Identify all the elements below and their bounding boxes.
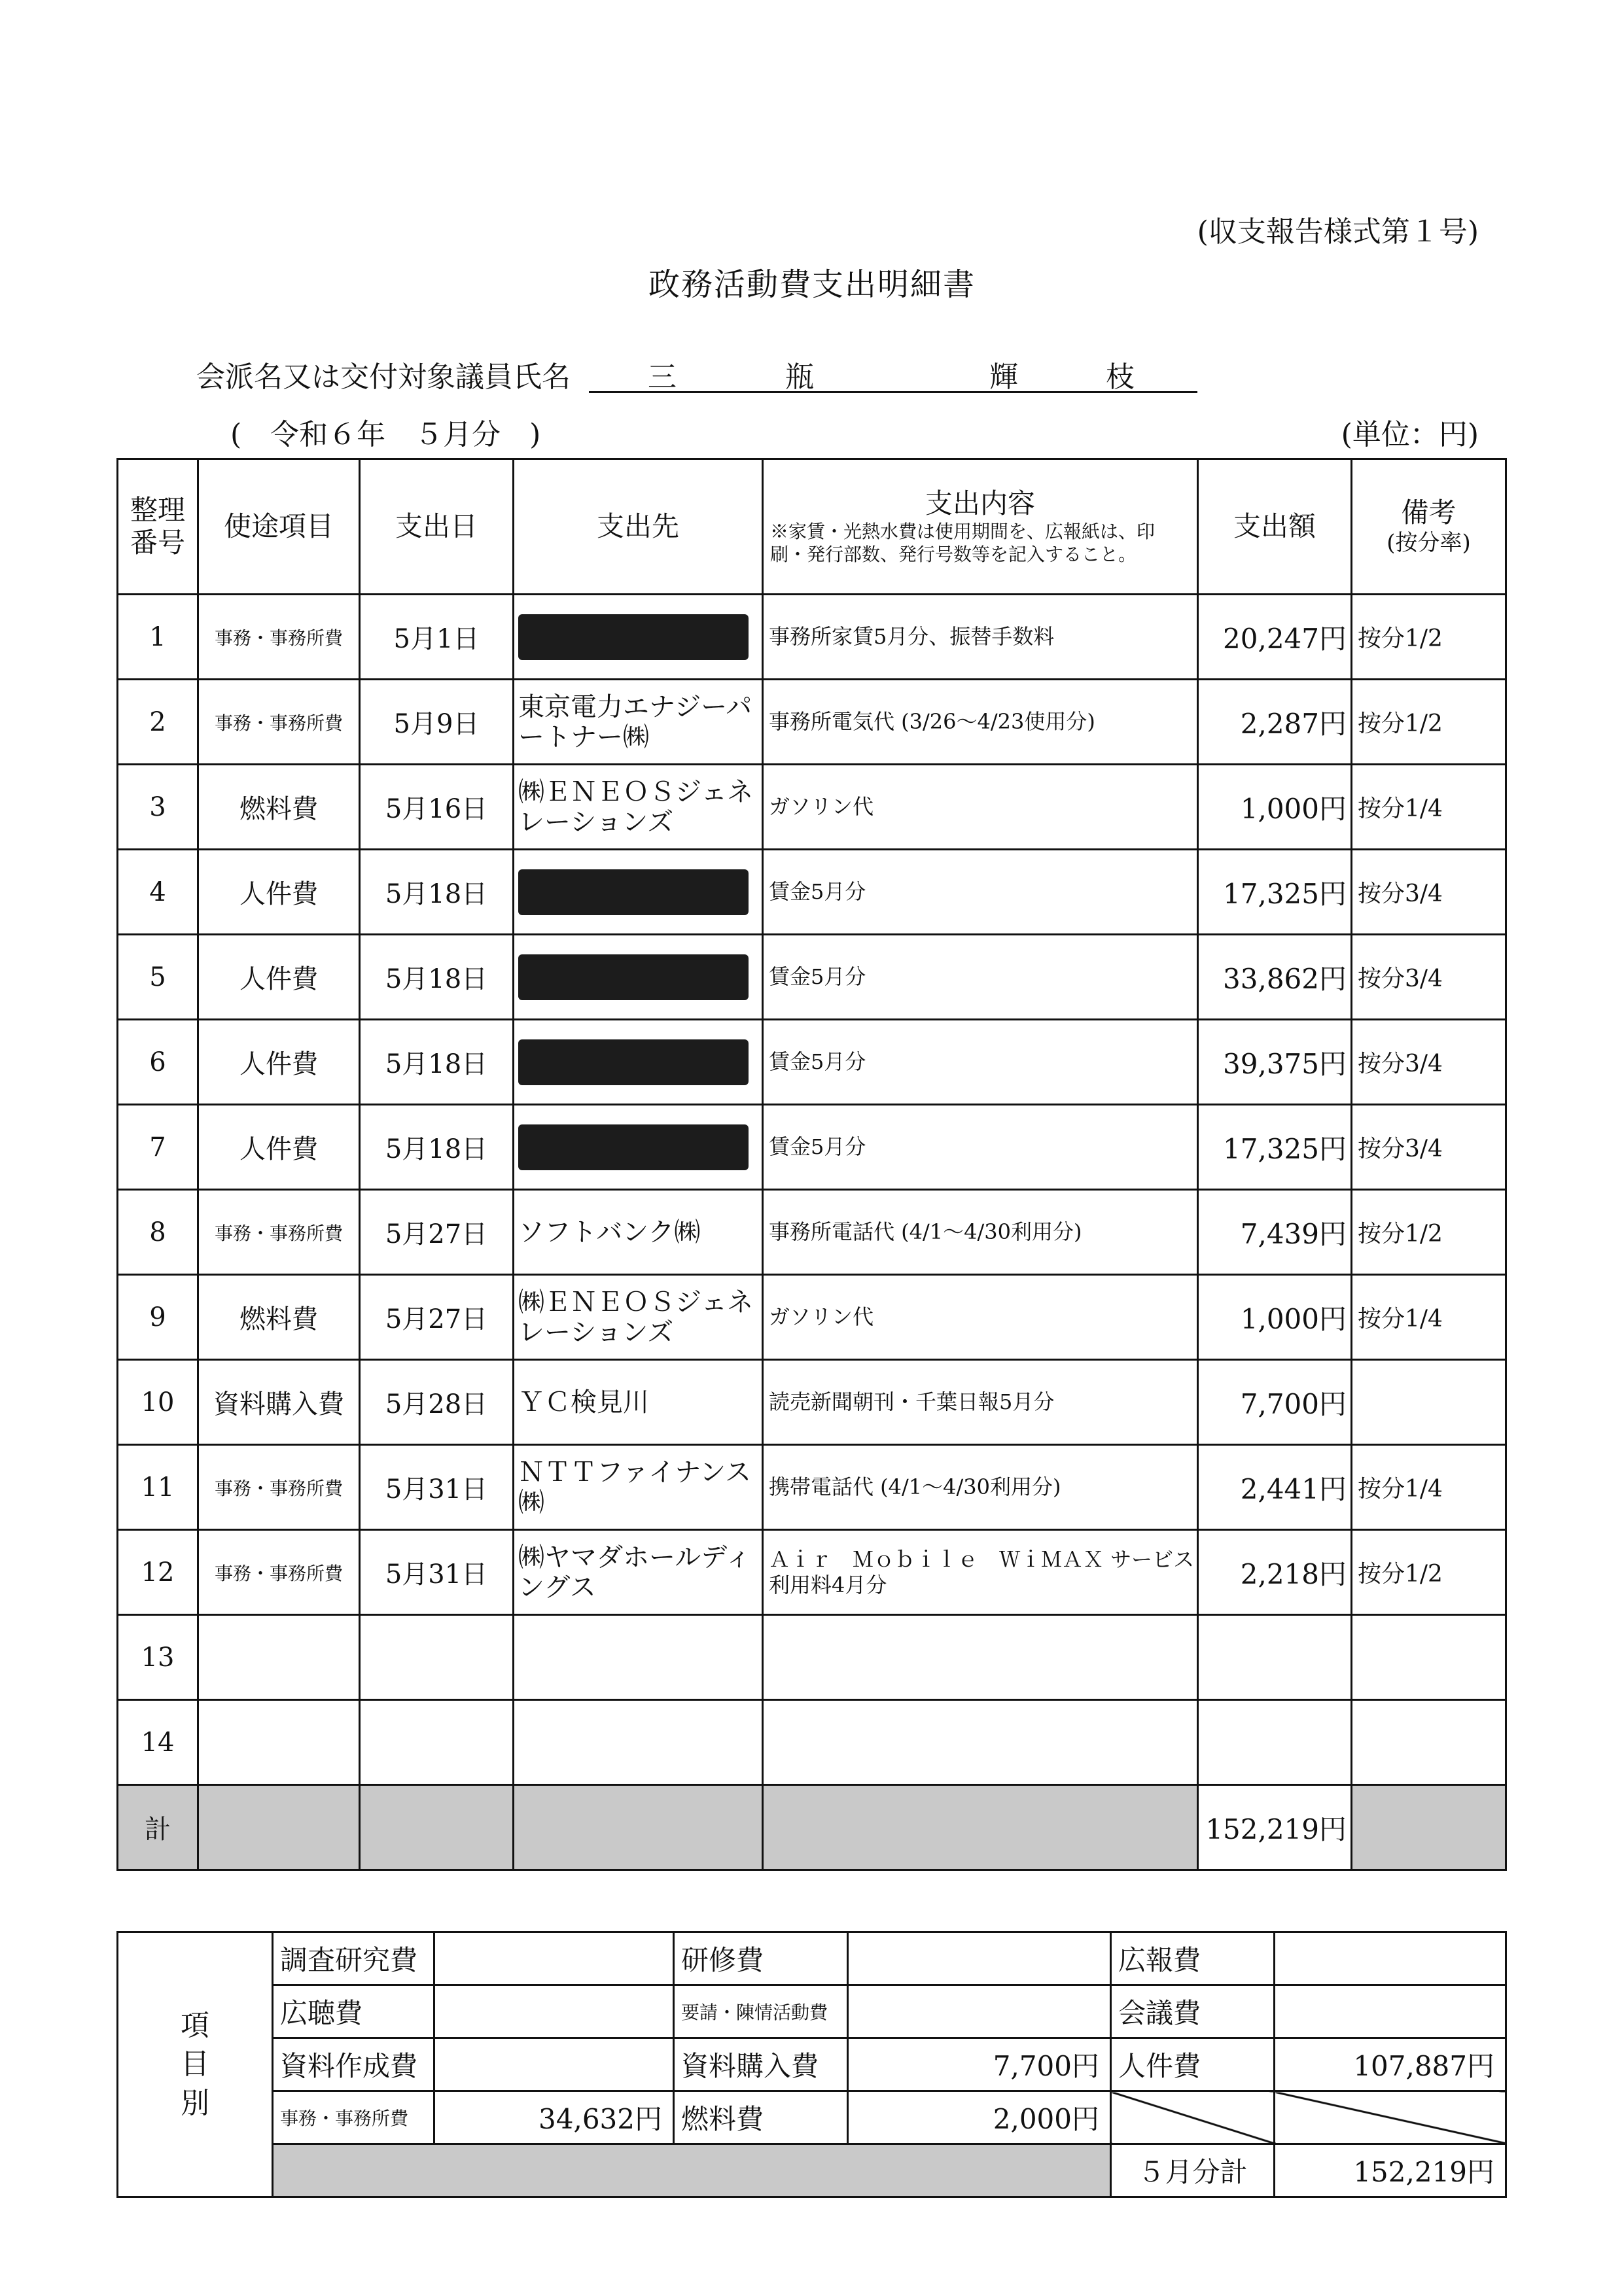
material-purchase-amount: 7,700円 xyxy=(848,2038,1111,2091)
month-total-label: ５月分計 xyxy=(1111,2144,1275,2197)
row-description: 賃金5月分 xyxy=(763,1020,1198,1105)
row-description: ガソリン代 xyxy=(763,1275,1198,1360)
side-label-char: 項 xyxy=(181,2008,209,2042)
row-amount: 7,439円 xyxy=(1198,1190,1352,1275)
row-description: 賃金5月分 xyxy=(763,1105,1198,1190)
row-amount: 1,000円 xyxy=(1198,1275,1352,1360)
row-date: 5月27日 xyxy=(360,1190,514,1275)
unit-label: (単位：円) xyxy=(1341,418,1479,451)
table-row xyxy=(118,1275,1506,1360)
publicity-amount xyxy=(1275,1932,1506,1985)
material-making-amount xyxy=(434,2038,674,2091)
meeting-label: 会議費 xyxy=(1111,1985,1275,2038)
row-amount xyxy=(1198,1700,1352,1785)
row-amount xyxy=(1198,1615,1352,1700)
row-number: 6 xyxy=(118,1020,198,1105)
summary-row xyxy=(118,1932,1506,1985)
row-description: 事務所電気代 (3/26～4/23使用分) xyxy=(763,680,1198,765)
member-name-char: 輝 xyxy=(989,360,1018,394)
row-note: 按分1/2 xyxy=(1352,1190,1506,1275)
table-row xyxy=(118,935,1506,1020)
row-number: 11 xyxy=(118,1445,198,1530)
row-description: 賃金5月分 xyxy=(763,850,1198,935)
total-row xyxy=(118,1785,1506,1870)
summary-total-row xyxy=(118,2144,1506,2197)
office-label: 事務・事務所費 xyxy=(273,2091,434,2144)
summary-row xyxy=(118,2091,1506,2144)
row-category: 人件費 xyxy=(198,850,360,935)
redaction-bar xyxy=(518,1124,749,1170)
row-amount: 2,218円 xyxy=(1198,1530,1352,1615)
row-category: 事務・事務所費 xyxy=(198,1530,360,1615)
row-note: 按分3/4 xyxy=(1352,935,1506,1020)
category-summary-table xyxy=(116,1931,1507,2198)
summary-side-label xyxy=(118,1932,273,2197)
row-payee xyxy=(514,1105,763,1190)
row-date xyxy=(360,1700,514,1785)
row-payee: ＮＴＴファイナンス㈱ xyxy=(514,1445,763,1530)
row-description xyxy=(763,1615,1198,1700)
row-number: 2 xyxy=(118,680,198,765)
total-empty-cell xyxy=(514,1785,763,1870)
table-header-row xyxy=(118,459,1506,595)
meeting-amount xyxy=(1275,1985,1506,2038)
hearing-amount xyxy=(434,1985,674,2038)
diagonal-empty-cell xyxy=(1111,2091,1275,2144)
row-payee xyxy=(514,850,763,935)
row-date: 5月1日 xyxy=(360,595,514,680)
material-making-label: 資料作成費 xyxy=(273,2038,434,2091)
month-total-amount: 152,219円 xyxy=(1275,2144,1506,2197)
table-row xyxy=(118,595,1506,680)
research-amount xyxy=(434,1932,674,1985)
row-amount: 33,862円 xyxy=(1198,935,1352,1020)
row-description: ガソリン代 xyxy=(763,765,1198,850)
row-number: 7 xyxy=(118,1105,198,1190)
row-description: 読売新聞朝刊・千葉日報5月分 xyxy=(763,1360,1198,1445)
row-payee xyxy=(514,1700,763,1785)
row-description: Ａｉｒ Ｍｏｂｉｌｅ ＷｉＭＡＸ サービス利用料4月分 xyxy=(763,1530,1198,1615)
total-empty-cell xyxy=(198,1785,360,1870)
row-category: 人件費 xyxy=(198,1105,360,1190)
row-date: 5月27日 xyxy=(360,1275,514,1360)
header-amount: 支出額 xyxy=(1198,459,1352,595)
row-payee: 東京電力エナジーパートナー㈱ xyxy=(514,680,763,765)
table-row xyxy=(118,850,1506,935)
redaction-bar xyxy=(518,614,749,660)
row-payee xyxy=(514,1615,763,1700)
header-date: 支出日 xyxy=(360,459,514,595)
header-no: 整理番号 xyxy=(118,459,198,595)
row-category: 人件費 xyxy=(198,935,360,1020)
row-description: 事務所電話代 (4/1～4/30利用分) xyxy=(763,1190,1198,1275)
table-row xyxy=(118,1360,1506,1445)
row-category xyxy=(198,1615,360,1700)
row-number: 10 xyxy=(118,1360,198,1445)
row-category: 燃料費 xyxy=(198,765,360,850)
name-label: 会派名又は交付対象議員氏名 xyxy=(196,360,571,394)
side-label-char: 目 xyxy=(181,2047,209,2081)
table-row xyxy=(118,765,1506,850)
redaction-bar xyxy=(518,954,749,1000)
row-note: 按分1/2 xyxy=(1352,680,1506,765)
office-amount: 34,632円 xyxy=(434,2091,674,2144)
table-row xyxy=(118,1020,1506,1105)
form-number: (収支報告様式第１号) xyxy=(1197,215,1479,249)
row-date: 5月9日 xyxy=(360,680,514,765)
total-empty-cell xyxy=(763,1785,1198,1870)
row-note: 按分1/2 xyxy=(1352,1530,1506,1615)
row-category: 資料購入費 xyxy=(198,1360,360,1445)
row-description: 賃金5月分 xyxy=(763,935,1198,1020)
table-row xyxy=(118,1190,1506,1275)
hearing-label: 広聴費 xyxy=(273,1985,434,2038)
training-amount xyxy=(848,1932,1111,1985)
row-note xyxy=(1352,1360,1506,1445)
total-label: 計 xyxy=(118,1785,198,1870)
row-date: 5月31日 xyxy=(360,1530,514,1615)
row-note: 按分1/4 xyxy=(1352,1445,1506,1530)
personnel-label: 人件費 xyxy=(1111,2038,1275,2091)
fuel-label: 燃料費 xyxy=(674,2091,848,2144)
header-category: 使途項目 xyxy=(198,459,360,595)
petition-amount xyxy=(848,1985,1111,2038)
expense-table xyxy=(116,458,1507,1871)
row-number: 3 xyxy=(118,765,198,850)
row-description: 携帯電話代 (4/1～4/30利用分) xyxy=(763,1445,1198,1530)
row-payee xyxy=(514,935,763,1020)
row-number: 8 xyxy=(118,1190,198,1275)
row-number: 9 xyxy=(118,1275,198,1360)
row-payee: ㈱ＥＮＥＯＳジェネレーションズ xyxy=(514,1275,763,1360)
row-date: 5月18日 xyxy=(360,935,514,1020)
header-note-title: 備考 xyxy=(1401,496,1456,529)
row-date: 5月18日 xyxy=(360,1020,514,1105)
total-empty-cell xyxy=(1352,1785,1506,1870)
row-description xyxy=(763,1700,1198,1785)
row-payee: ㈱ヤマダホールディングス xyxy=(514,1530,763,1615)
row-date: 5月31日 xyxy=(360,1445,514,1530)
row-category: 事務・事務所費 xyxy=(198,1190,360,1275)
diagonal-empty-cell xyxy=(1275,2091,1506,2144)
fuel-amount: 2,000円 xyxy=(848,2091,1111,2144)
row-date xyxy=(360,1615,514,1700)
row-category: 事務・事務所費 xyxy=(198,595,360,680)
row-number: 5 xyxy=(118,935,198,1020)
summary-row xyxy=(118,1985,1506,2038)
header-description-note: ※家賃・光熱水費は使用期間を、広報紙は、印刷・発行部数、発行号数等を記入すること。 xyxy=(770,521,1156,566)
total-amount: 152,219円 xyxy=(1198,1785,1352,1870)
row-note: 按分3/4 xyxy=(1352,850,1506,935)
personnel-amount: 107,887円 xyxy=(1275,2038,1506,2091)
row-amount: 17,325円 xyxy=(1198,1105,1352,1190)
row-description: 事務所家賃5月分、振替手数料 xyxy=(763,595,1198,680)
reporting-period: ( 令和６年 ５月分 ) xyxy=(230,418,541,451)
document-title: 政務活動費支出明細書 xyxy=(648,266,976,303)
table-row xyxy=(118,1445,1506,1530)
row-date: 5月28日 xyxy=(360,1360,514,1445)
row-number: 1 xyxy=(118,595,198,680)
row-amount: 1,000円 xyxy=(1198,765,1352,850)
row-category: 事務・事務所費 xyxy=(198,680,360,765)
row-amount: 20,247円 xyxy=(1198,595,1352,680)
table-row xyxy=(118,1530,1506,1615)
research-label: 調査研究費 xyxy=(273,1932,434,1985)
redaction-bar xyxy=(518,1039,749,1085)
header-payee: 支出先 xyxy=(514,459,763,595)
row-number: 12 xyxy=(118,1530,198,1615)
row-note: 按分3/4 xyxy=(1352,1105,1506,1190)
row-note xyxy=(1352,1700,1506,1785)
row-category: 人件費 xyxy=(198,1020,360,1105)
table-row xyxy=(118,1615,1506,1700)
row-amount: 39,375円 xyxy=(1198,1020,1352,1105)
row-amount: 7,700円 xyxy=(1198,1360,1352,1445)
row-category: 燃料費 xyxy=(198,1275,360,1360)
row-date: 5月18日 xyxy=(360,1105,514,1190)
row-payee: ソフトバンク㈱ xyxy=(514,1190,763,1275)
header-note xyxy=(1352,459,1506,595)
petition-label: 要請・陳情活動費 xyxy=(674,1985,848,2038)
row-note xyxy=(1352,1615,1506,1700)
row-note: 按分1/2 xyxy=(1352,595,1506,680)
material-purchase-label: 資料購入費 xyxy=(674,2038,848,2091)
row-payee xyxy=(514,1020,763,1105)
member-name-char: 瓶 xyxy=(785,360,814,394)
row-date: 5月18日 xyxy=(360,850,514,935)
training-label: 研修費 xyxy=(674,1932,848,1985)
summary-row xyxy=(118,2038,1506,2091)
row-date: 5月16日 xyxy=(360,765,514,850)
header-description-title: 支出内容 xyxy=(925,487,1035,519)
redaction-bar xyxy=(518,869,749,915)
member-name-char: 枝 xyxy=(1106,360,1135,394)
header-description xyxy=(763,459,1198,595)
row-note: 按分1/4 xyxy=(1352,1275,1506,1360)
table-row xyxy=(118,1105,1506,1190)
row-payee xyxy=(514,595,763,680)
summary-shaded-cell xyxy=(273,2144,1111,2197)
publicity-label: 広報費 xyxy=(1111,1932,1275,1985)
row-amount: 17,325円 xyxy=(1198,850,1352,935)
row-number: 13 xyxy=(118,1615,198,1700)
header-note-sub: (按分率) xyxy=(1386,529,1471,556)
row-category xyxy=(198,1700,360,1785)
row-note: 按分1/4 xyxy=(1352,765,1506,850)
side-label-char: 別 xyxy=(181,2086,209,2120)
row-amount: 2,287円 xyxy=(1198,680,1352,765)
row-note: 按分3/4 xyxy=(1352,1020,1506,1105)
total-empty-cell xyxy=(360,1785,514,1870)
row-payee: ＹＣ検見川 xyxy=(514,1360,763,1445)
row-category: 事務・事務所費 xyxy=(198,1445,360,1530)
row-amount: 2,441円 xyxy=(1198,1445,1352,1530)
row-number: 4 xyxy=(118,850,198,935)
table-row xyxy=(118,1700,1506,1785)
row-number: 14 xyxy=(118,1700,198,1785)
member-name-char: 三 xyxy=(648,360,677,394)
row-payee: ㈱ＥＮＥＯＳジェネレーションズ xyxy=(514,765,763,850)
member-name xyxy=(589,353,1197,393)
table-row xyxy=(118,680,1506,765)
